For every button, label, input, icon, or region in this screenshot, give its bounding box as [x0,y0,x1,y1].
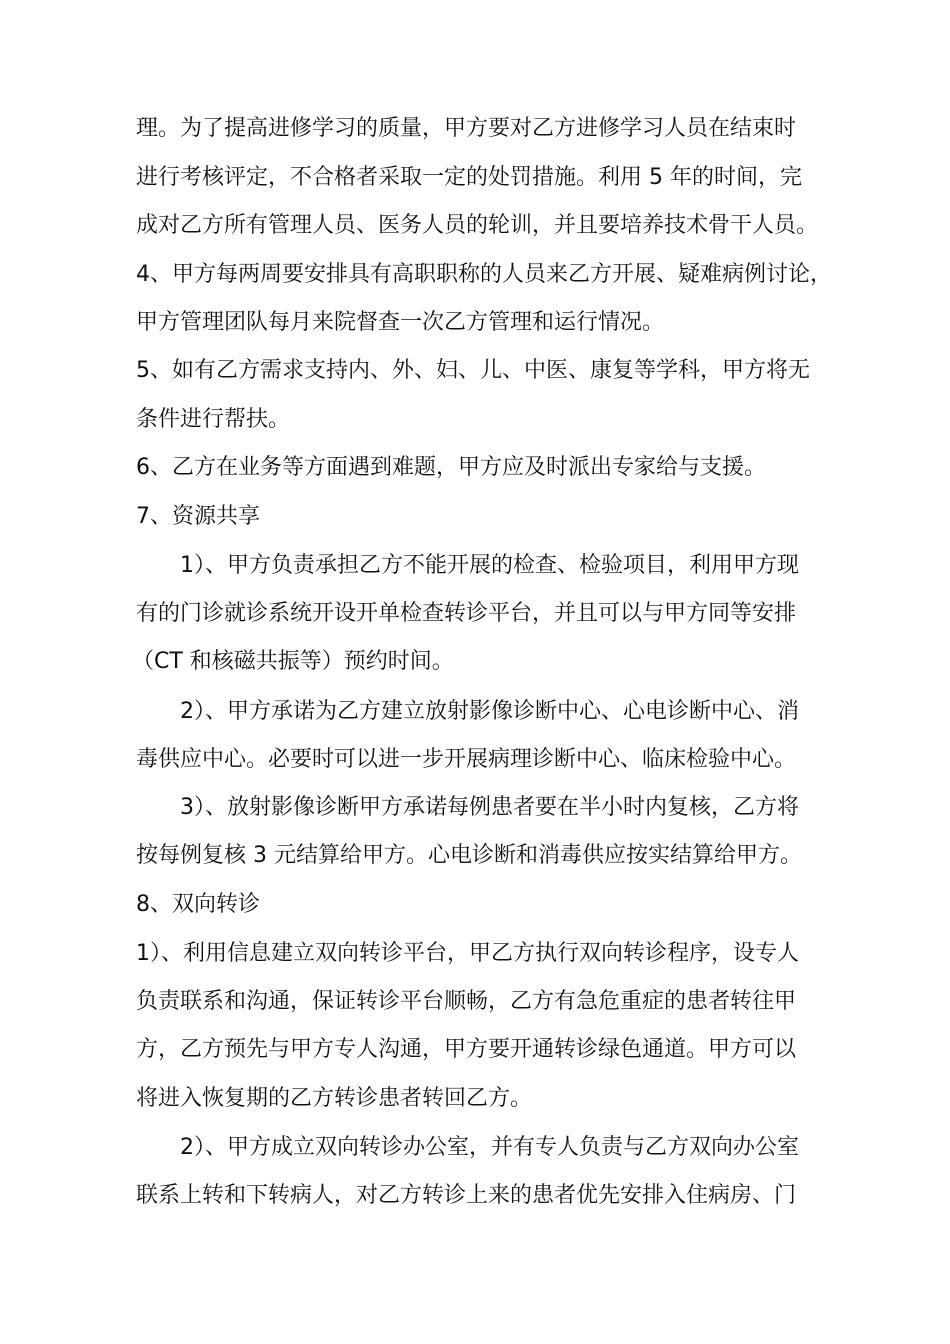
text-line: 方，乙方预先与甲方专人沟通，甲方要开通转诊绿色通道。甲方可以 [136,1037,797,1062]
section-heading: 8、双向转诊 [136,892,260,917]
section-heading: 7、资源共享 [136,504,260,529]
text-line: 成对乙方所有管理人员、医务人员的轮训，并且要培养技术骨干人员。 [136,213,819,238]
text-line: 进行考核评定，不合格者采取一定的处罚措施。利用 5 年的时间，完 [136,165,802,190]
text-line: 6、乙方在业务等方面遇到难题，甲方应及时派出专家给与支援。 [136,455,766,480]
text-line: 有的门诊就诊系统开设开单检查转诊平台，并且可以与甲方同等安排 [136,601,797,626]
text-line: 毒供应中心。必要时可以进一步开展病理诊断中心、临床检验中心。 [136,747,797,772]
text-line: 4、甲方每两周要安排具有高职职称的人员来乙方开展、疑难病例讨论， [136,262,832,287]
text-line: 联系上转和下转病人，对乙方转诊上来的患者优先安排入住病房、门 [136,1183,797,1208]
text-line: 理。为了提高进修学习的质量，甲方要对乙方进修学习人员在结束时 [136,116,797,141]
text-line: 2）、甲方承诺为乙方建立放射影像诊断中心、心电诊断中心、消 [180,699,799,724]
text-line: 5、如有乙方需求支持内、外、妇、儿、中医、康复等学科，甲方将无 [136,358,810,383]
text-line: 甲方管理团队每月来院督查一次乙方管理和运行情况。 [136,310,665,335]
text-line: 按每例复核 3 元结算给甲方。心电诊断和消毒供应按实结算给甲方。 [136,843,802,868]
text-line: 3）、放射影像诊断甲方承诺每例患者要在半小时内复核，乙方将 [180,795,799,820]
text-line: 2）、甲方成立双向转诊办公室，并有专人负责与乙方双向办公室 [180,1135,799,1160]
text-line: （CT 和核磁共振等）预约时间。 [132,649,454,674]
text-line: 1）、利用信息建立双向转诊平台，甲乙方执行双向转诊程序，设专人 [136,941,799,966]
text-line: 条件进行帮扶。 [136,407,291,432]
text-line: 负责联系和沟通，保证转诊平台顺畅，乙方有急危重症的患者转往甲 [136,989,797,1014]
text-line: 1）、甲方负责承担乙方不能开展的检查、检验项目，利用甲方现 [180,553,799,578]
text-line: 将进入恢复期的乙方转诊患者转回乙方。 [136,1086,533,1111]
